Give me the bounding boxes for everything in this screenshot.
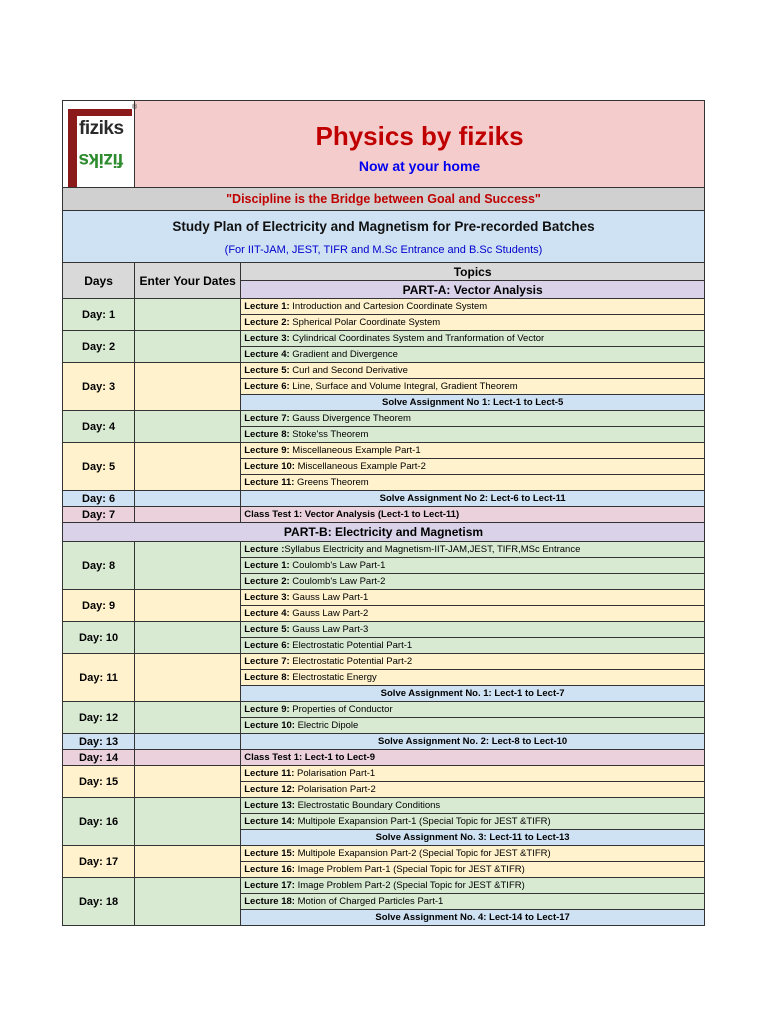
lecture-row: Lecture 5: Curl and Second Derivative	[241, 363, 705, 379]
lecture-row: Lecture 13: Electrostatic Boundary Conditions	[241, 798, 705, 814]
date-input-cell[interactable]	[135, 507, 241, 523]
date-input-cell[interactable]	[135, 878, 241, 926]
date-input-cell[interactable]	[135, 622, 241, 654]
part-b-heading: PART-B: Electricity and Magnetism	[63, 523, 705, 542]
date-input-cell[interactable]	[135, 491, 241, 507]
date-input-cell[interactable]	[135, 766, 241, 798]
day-label: Day: 15	[63, 766, 135, 798]
date-input-cell[interactable]	[135, 411, 241, 443]
date-input-cell[interactable]	[135, 590, 241, 622]
lecture-row: Lecture 12: Polarisation Part-2	[241, 782, 705, 798]
day-label: Day: 7	[63, 507, 135, 523]
lecture-row: Lecture 14: Multipole Exapansion Part-1 (Special Topic for JEST &TIFR)	[241, 814, 705, 830]
day-label: Day: 13	[63, 734, 135, 750]
lecture-row: Lecture 8: Stoke'ss Theorem	[241, 427, 705, 443]
day-label: Day: 9	[63, 590, 135, 622]
lecture-row: Lecture 5: Gauss Law Part-3	[241, 622, 705, 638]
lecture-row: Lecture 4: Gauss Law Part-2	[241, 606, 705, 622]
lecture-row: Lecture 15: Multipole Exapansion Part-2 (Special Topic for JEST &TIFR)	[241, 846, 705, 862]
assignment-row: Solve Assignment No. 2: Lect-8 to Lect-10	[241, 734, 705, 750]
day-label: Day: 2	[63, 331, 135, 363]
date-input-cell[interactable]	[135, 299, 241, 331]
assignment-row: Solve Assignment No 2: Lect-6 to Lect-11	[241, 491, 705, 507]
assignment-row: Solve Assignment No. 4: Lect-14 to Lect-17	[241, 910, 705, 926]
class-test-row: Class Test 1: Vector Analysis (Lect-1 to Lect-11)	[241, 507, 705, 523]
fiziks-logo: fiziks fiziks ®	[65, 104, 135, 186]
study-plan-table	[62, 100, 705, 926]
lecture-row: Lecture 11: Greens Theorem	[241, 475, 705, 491]
date-input-cell[interactable]	[135, 542, 241, 590]
day-label: Day: 1	[63, 299, 135, 331]
header-title-cell	[135, 101, 705, 188]
day-label: Day: 5	[63, 443, 135, 491]
date-input-cell[interactable]	[135, 734, 241, 750]
lecture-row: Lecture 7: Gauss Divergence Theorem	[241, 411, 705, 427]
day-label: Day: 12	[63, 702, 135, 734]
day-label: Day: 11	[63, 654, 135, 702]
column-header-dates: Enter Your Dates	[135, 263, 241, 299]
class-test-row: Class Test 1: Lect-1 to Lect-9	[241, 750, 705, 766]
assignment-row: Solve Assignment No. 3: Lect-11 to Lect-13	[241, 830, 705, 846]
lecture-row: Lecture 9: Miscellaneous Example Part-1	[241, 443, 705, 459]
quote-banner: "Discipline is the Bridge between Goal and Success"	[63, 188, 705, 211]
date-input-cell[interactable]	[135, 702, 241, 734]
date-input-cell[interactable]	[135, 750, 241, 766]
date-input-cell[interactable]	[135, 363, 241, 411]
lecture-row: Lecture 4: Gradient and Divergence	[241, 347, 705, 363]
page-subtitle: Now at your home	[358, 157, 481, 174]
day-label: Day: 10	[63, 622, 135, 654]
day-label: Day: 18	[63, 878, 135, 926]
date-input-cell[interactable]	[135, 654, 241, 702]
column-header-days: Days	[63, 263, 135, 299]
lecture-row: Lecture 3: Cylindrical Coordinates System and Tranformation of Vector	[241, 331, 705, 347]
plan-subtitle: (For IIT-JAM, JEST, TIFR and M.Sc Entrance and B.Sc Students)	[224, 244, 543, 256]
lecture-row: Lecture 10: Miscellaneous Example Part-2	[241, 459, 705, 475]
page-title: Physics by fiziks	[315, 120, 524, 151]
lecture-row: Lecture 10: Electric Dipole	[241, 718, 705, 734]
lecture-row: Lecture 2: Coulomb's Law Part-2	[241, 574, 705, 590]
lecture-row: Lecture 17: Image Problem Part-2 (Special Topic for JEST &TIFR)	[241, 878, 705, 894]
lecture-row: Lecture 9: Properties of Conductor	[241, 702, 705, 718]
lecture-row: Lecture 2: Spherical Polar Coordinate System	[241, 315, 705, 331]
column-header-topics: Topics	[241, 263, 705, 281]
date-input-cell[interactable]	[135, 798, 241, 846]
lecture-row: Lecture 1: Introduction and Cartesion Coordinate System	[241, 299, 705, 315]
lecture-row: Lecture 16: Image Problem Part-1 (Special Topic for JEST &TIFR)	[241, 862, 705, 878]
day-label: Day: 4	[63, 411, 135, 443]
date-input-cell[interactable]	[135, 331, 241, 363]
study-plan-sheet	[62, 100, 705, 926]
lecture-row: Lecture 6: Line, Surface and Volume Integral, Gradient Theorem	[241, 379, 705, 395]
lecture-row: Lecture 1: Coulomb's Law Part-1	[241, 558, 705, 574]
day-label: Day: 8	[63, 542, 135, 590]
lecture-row: Lecture 6: Electrostatic Potential Part-1	[241, 638, 705, 654]
day-label: Day: 14	[63, 750, 135, 766]
part-a-heading: PART-A: Vector Analysis	[241, 281, 705, 299]
logo-cell	[63, 101, 138, 188]
day-label: Day: 17	[63, 846, 135, 878]
lecture-row: Lecture 11: Polarisation Part-1	[241, 766, 705, 782]
lecture-row: Lecture 8: Electrostatic Energy	[241, 670, 705, 686]
date-input-cell[interactable]	[135, 846, 241, 878]
plan-heading	[63, 211, 705, 263]
day-label: Day: 3	[63, 363, 135, 411]
date-input-cell[interactable]	[135, 443, 241, 491]
lecture-row: Lecture 18: Motion of Charged Particles Part-1	[241, 894, 705, 910]
lecture-row: Lecture 3: Gauss Law Part-1	[241, 590, 705, 606]
day-label: Day: 16	[63, 798, 135, 846]
plan-title: Study Plan of Electricity and Magnetism for Pre-recorded Batches	[172, 219, 595, 234]
assignment-row: Solve Assignment No 1: Lect-1 to Lect-5	[241, 395, 705, 411]
assignment-row: Solve Assignment No. 1: Lect-1 to Lect-7	[241, 686, 705, 702]
day-label: Day: 6	[63, 491, 135, 507]
lecture-row: Lecture :Syllabus Electricity and Magnetism-IIT-JAM,JEST, TIFR,MSc Entrance	[241, 542, 705, 558]
lecture-row: Lecture 7: Electrostatic Potential Part-2	[241, 654, 705, 670]
